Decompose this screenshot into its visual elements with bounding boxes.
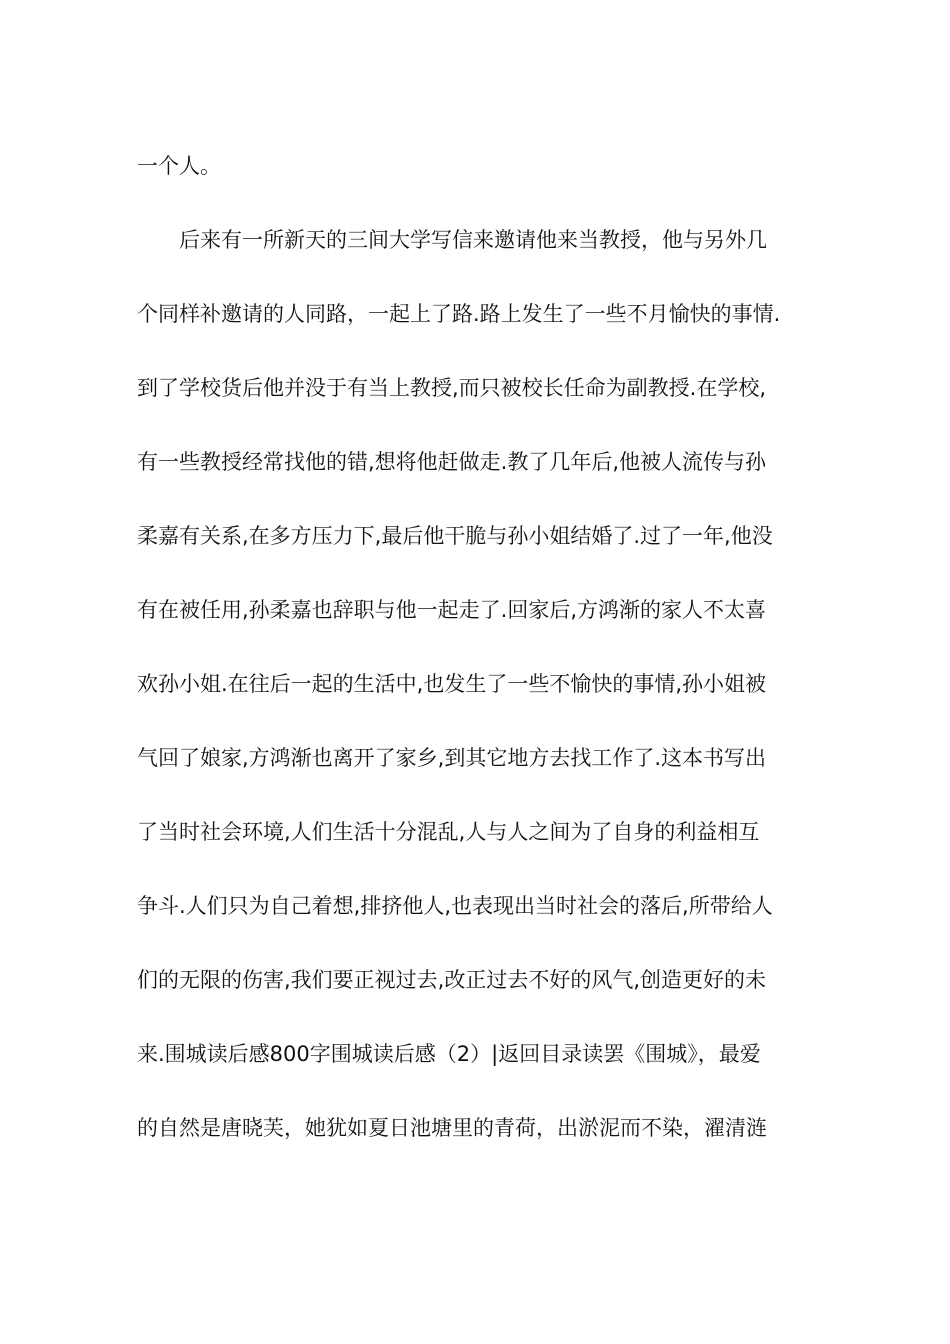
text-line: 们的无限的伤害,我们要正视过去,改正过去不好的风气,创造更好的未 xyxy=(137,968,767,992)
text-line: 争斗.人们只为自己着想,排挤他人,也表现出当时社会的落后,所带给人 xyxy=(137,894,773,918)
text-line: 的自然是唐晓芙，她犹如夏日池塘里的青荷，出淤泥而不染，濯清涟 xyxy=(137,1116,767,1140)
text-line: 有在被任用,孙柔嘉也辞职与他一起走了.回家后,方鸿渐的家人不太喜 xyxy=(137,598,767,622)
text-line: 柔嘉有关系,在多方压力下,最后他干脆与孙小姐结婚了.过了一年,他没 xyxy=(137,524,773,548)
text-line: 有一些教授经常找他的错,想将他赶做走.教了几年后,他被人流传与孙 xyxy=(137,450,767,474)
text-line: 了当时社会环境,人们生活十分混乱,人与人之间为了自身的利益相互 xyxy=(137,820,760,844)
text-line: 到了学校货后他并没于有当上教授,而只被校长任命为副教授.在学校, xyxy=(137,376,767,400)
text-line: 一个人。 xyxy=(137,154,221,178)
paragraph-first-line: 后来有一所新天的三间大学写信来邀请他来当教授，他与另外几 xyxy=(179,228,767,252)
body-text xyxy=(137,146,827,1182)
text-line: 欢孙小姐.在往后一起的生活中,也发生了一些不愉快的事情,孙小姐被 xyxy=(137,672,767,696)
text-line: 气回了娘家,方鸿渐也离开了家乡,到其它地方去找工作了.这本书写出 xyxy=(137,746,767,770)
text-line: 来.围城读后感800字围城读后感（2）|返回目录读罢《围城》，最爱 xyxy=(137,1042,761,1066)
text-line: 个同样补邀请的人同路，一起上了路.路上发生了一些不月愉快的事情. xyxy=(137,302,781,326)
